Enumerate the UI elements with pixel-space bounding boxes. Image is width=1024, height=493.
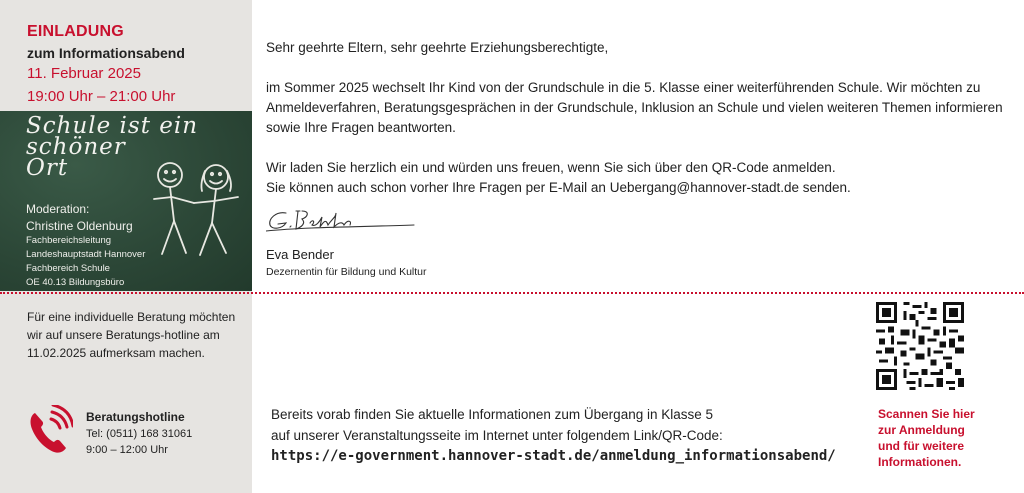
signer-role: Dezernentin für Bildung und Kultur: [266, 266, 427, 278]
moderator-role: OE 40.13 Bildungsbüro: [26, 277, 125, 288]
moderation-label: Moderation:: [26, 202, 90, 216]
handwritten-signature: [266, 205, 416, 235]
moderator-role: Fachbereichsleitung: [26, 235, 112, 246]
phone-ringing-icon: [27, 405, 73, 455]
letter-line: Wir laden Sie herzlich ein und würden uns freuen, wenn Sie sich über den QR-Code anmelden.: [266, 160, 836, 175]
chalkboard-title: Schule ist ein schöner Ort: [26, 113, 199, 181]
signer-name: Eva Bender: [266, 247, 334, 262]
letter-greeting: Sehr geehrte Eltern, sehr geehrte Erziehungsberechtigte,: [266, 40, 609, 55]
letter-paragraph: [266, 158, 1006, 198]
qr-caption-line: und für weitere: [878, 439, 965, 453]
dotted-divider: [0, 292, 1024, 294]
letter-line: Sie können auch schon vorher Ihre Fragen per E-Mail an Uebergang@hannover-stadt.de senden.: [266, 180, 851, 195]
qr-caption-line: Informationen.: [878, 455, 962, 469]
info-line: auf unserer Veranstaltungsseite im Internet unter folgendem Link/QR-Code:: [271, 428, 723, 443]
chalkboard: [0, 111, 252, 291]
invitation-title: EINLADUNG: [27, 23, 124, 40]
hotline-title: Beratungshotline: [86, 410, 185, 424]
moderator-role: Fachbereich Schule: [26, 263, 110, 274]
event-date: 11. Februar 2025: [27, 65, 141, 82]
event-time: 19:00 Uhr – 21:00 Uhr: [27, 88, 176, 105]
qr-caption-line: Scannen Sie hier: [878, 407, 975, 421]
info-line: Bereits vorab finden Sie aktuelle Informationen zum Übergang in Klasse 5: [271, 407, 713, 422]
hotline-note: Für eine individuelle Beratung möchten wir auf unsere Beratungs-hotline am 11.02.2025 aufmerksam machen.: [27, 310, 236, 360]
letter-paragraph: im Sommer 2025 wechselt Ihr Kind von der Grundschule in die 5. Klasse einer weiterführenden Schule. Wir möchten zu Anmeldeverfahren, Beratungsgesprächen in der Grundschule, Inklusion an Schule und vielen weiteren Themen informieren sowie Ihre Fragen beantworten.: [266, 80, 1003, 135]
qr-code-icon[interactable]: [876, 302, 964, 390]
moderator-name: Christine Oldenburg: [26, 219, 133, 233]
qr-caption: [878, 406, 1008, 470]
qr-caption-line: zur Anmeldung: [878, 423, 965, 437]
registration-link[interactable]: https://e-government.hannover-stadt.de/anmeldung_informationsabend/: [271, 448, 836, 464]
hotline-phone: Tel: (0511) 168 31061: [86, 428, 193, 440]
moderator-role: Landeshauptstadt Hannover: [26, 249, 146, 260]
stick-figures-drawing: [140, 159, 252, 259]
hotline-hours: 9:00 – 12:00 Uhr: [86, 444, 168, 456]
invitation-subtitle: zum Informationsabend: [27, 45, 185, 61]
